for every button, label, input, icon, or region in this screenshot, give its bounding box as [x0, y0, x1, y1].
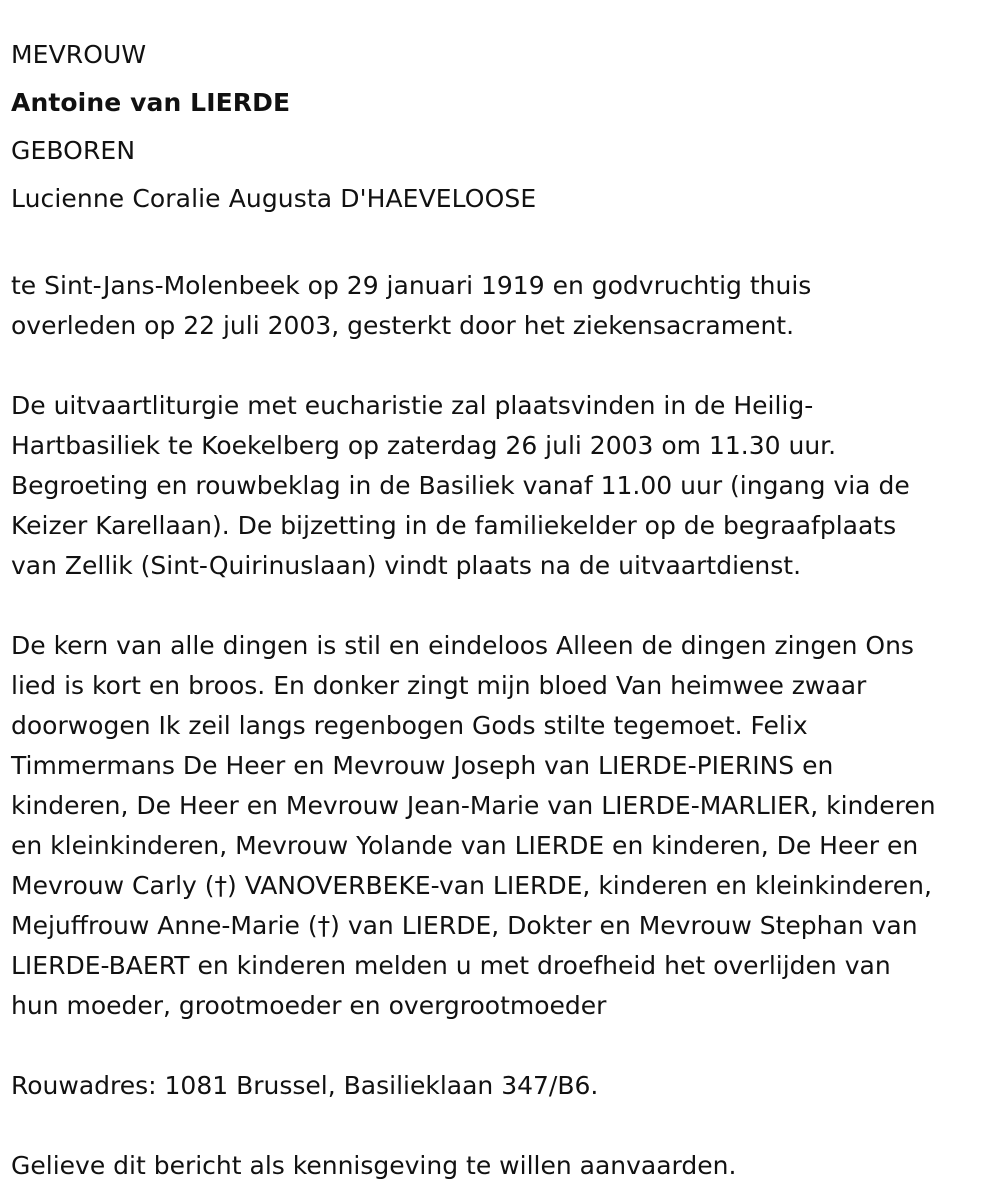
text-line: Begroeting en rouwbeklag in de Basiliek vanaf 11.00 uur (ingang via de	[11, 471, 910, 500]
text-line: Mevrouw Carly (†) VANOVERBEKE-van LIERDE, kinderen en kleinkinderen,	[11, 871, 932, 900]
text-line: overleden op 22 juli 2003, gesterkt door het ziekensacrament.	[11, 311, 795, 340]
text-line: De uitvaartliturgie met eucharistie zal plaatsvinden in de Heilig-	[11, 391, 814, 420]
text-line: Hartbasiliek te Koekelberg op zaterdag 26 juli 2003 om 11.30 uur.	[11, 431, 837, 460]
notice-header	[11, 0, 1000, 223]
text-line: LIERDE-BAERT en kinderen melden u met droefheid het overlijden van	[11, 951, 891, 980]
born-label: GEBOREN	[11, 136, 136, 165]
text-line: doorwogen Ik zeil langs regenbogen Gods stilte tegemoet. Felix	[11, 711, 808, 740]
poem-family-paragraph	[11, 626, 1000, 1026]
text-line: De kern van alle dingen is stil en eindeloos Alleen de dingen zingen Ons	[11, 631, 914, 660]
funeral-paragraph	[11, 386, 1000, 586]
text-line: lied is kort en broos. En donker zingt mijn bloed Van heimwee zwaar	[11, 671, 867, 700]
title-label: MEVROUW	[11, 40, 147, 69]
text-line: en kleinkinderen, Mevrouw Yolande van LIERDE en kinderen, De Heer en	[11, 831, 919, 860]
closing-paragraph	[11, 1146, 1000, 1186]
closing-text: Gelieve dit bericht als kennisgeving te willen aanvaarden.	[11, 1151, 737, 1180]
deceased-name: Antoine van LIERDE	[11, 88, 291, 117]
text-line: Keizer Karellaan). De bijzetting in de familiekelder op de begraafplaats	[11, 511, 897, 540]
birth-death-paragraph	[11, 266, 1000, 346]
address-paragraph	[11, 1066, 1000, 1106]
text-line: kinderen, De Heer en Mevrouw Jean-Marie van LIERDE-MARLIER, kinderen	[11, 791, 936, 820]
maiden-name: Lucienne Coralie Augusta D'HAEVELOOSE	[11, 184, 537, 213]
text-line: hun moeder, grootmoeder en overgrootmoeder	[11, 991, 607, 1020]
text-line: van Zellik (Sint-Quirinuslaan) vindt plaats na de uitvaartdienst.	[11, 551, 802, 580]
text-line: te Sint-Jans-Molenbeek op 29 januari 1919 en godvruchtig thuis	[11, 271, 812, 300]
text-line: Timmermans De Heer en Mevrouw Joseph van LIERDE-PIERINS en	[11, 751, 834, 780]
text-line: Mejuffrouw Anne-Marie (†) van LIERDE, Dokter en Mevrouw Stephan van	[11, 911, 918, 940]
mourning-address: Rouwadres: 1081 Brussel, Basilieklaan 347/B6.	[11, 1071, 599, 1100]
